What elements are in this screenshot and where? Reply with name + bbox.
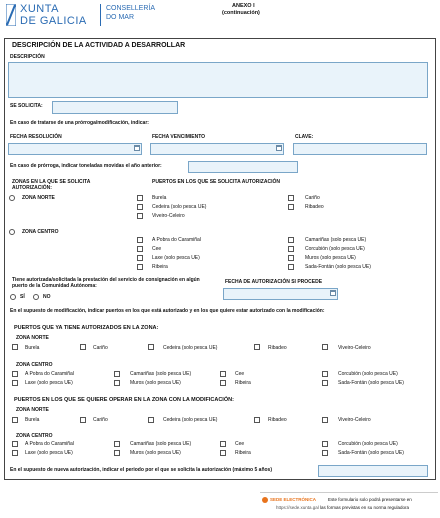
port-label: Cee	[235, 441, 245, 447]
fecha-vencimiento-label: FECHA VENCIMIENTO	[152, 134, 206, 140]
checkbox[interactable]	[288, 237, 294, 243]
checkbox[interactable]	[148, 417, 154, 423]
port-label: Cee	[235, 371, 245, 377]
port-label: Viveiro-Celeiro	[338, 417, 371, 423]
zona-norte-radio[interactable]	[9, 195, 15, 201]
fecha-autorizacion-label: FECHA DE AUTORIZACIÓN SI PROCEDE	[225, 279, 323, 285]
checkbox[interactable]	[12, 450, 18, 456]
checkbox[interactable]	[220, 441, 226, 447]
port-label: Ribeira	[235, 380, 251, 386]
port-label: Sada-Fontán (solo pesca UE)	[338, 380, 404, 386]
checkbox[interactable]	[12, 417, 18, 423]
port-label: Camariñas (solo pesca UE)	[130, 441, 192, 447]
checkbox[interactable]	[288, 246, 294, 252]
quiere-operar-header: PUERTOS EN LOS QUE SE QUIERE OPERAR EN LA ZONA CON LA MODIFICACIÓN:	[14, 397, 234, 403]
port-label: Cedeira (solo pesca UE)	[152, 204, 207, 210]
si-radio[interactable]	[10, 294, 16, 300]
checkbox[interactable]	[137, 213, 143, 219]
port-label: Cariño	[93, 417, 108, 423]
port-label: A Pobra do Caramiñal	[152, 237, 201, 243]
checkbox[interactable]	[322, 380, 328, 386]
zona-norte-label: ZONA NORTE	[22, 195, 55, 201]
puertos-header: PUERTOS EN LOS QUE SE SOLICITA AUTORIZACIÓN	[152, 179, 280, 185]
port-label: Cedeira (solo pesca UE)	[163, 417, 218, 423]
checkbox[interactable]	[137, 195, 143, 201]
port-label: Camariñas (solo pesca UE)	[305, 237, 367, 243]
checkbox[interactable]	[12, 441, 18, 447]
port-label: A Pobra do Caramiñal	[25, 371, 74, 377]
fecha-resolucion-input[interactable]	[8, 143, 142, 155]
checkbox[interactable]	[114, 450, 120, 456]
section-title: DESCRIPCIÓN DE LA ACTIVIDAD A DESARROLLAR	[12, 42, 186, 49]
port-label: Muros (solo pesca UE)	[130, 380, 181, 386]
checkbox[interactable]	[137, 237, 143, 243]
port-label: Sada-Fontán (solo pesca UE)	[338, 450, 404, 456]
description-textarea[interactable]	[8, 62, 428, 98]
prorroga-label: En caso de tratarse de una prórroga/modificación, indicar:	[10, 120, 149, 126]
zona-norte-subheader: ZONA NORTE	[16, 335, 49, 341]
footer-text2: las formas previstas en su norma reguladora	[320, 505, 410, 510]
annex-title: ANEXO I	[232, 3, 255, 9]
dept-line1: CONSELLERÍA	[106, 5, 156, 12]
port-label: Corcubión (solo pesca UE)	[338, 441, 398, 447]
port-label: Viveiro-Celeiro	[338, 345, 371, 351]
fecha-autorizacion-input[interactable]	[223, 288, 338, 300]
clave-input[interactable]	[293, 143, 427, 155]
port-label: A Pobra do Caramiñal	[25, 441, 74, 447]
xunta-logo	[6, 3, 102, 27]
checkbox[interactable]	[12, 344, 18, 350]
port-label: Cariño	[93, 345, 108, 351]
description-label: DESCRIPCIÓN	[10, 54, 45, 60]
zona-centro-radio[interactable]	[9, 229, 15, 235]
checkbox[interactable]	[288, 264, 294, 270]
port-label: Sada-Fontán (solo pesca UE)	[305, 264, 371, 270]
port-label: Ribeira	[152, 264, 168, 270]
footer-divider	[260, 492, 438, 493]
toneladas-label: En caso de prórroga, indicar toneladas movidas el año anterior:	[10, 163, 162, 169]
checkbox[interactable]	[220, 380, 226, 386]
tiene-label: Tiene autorizada/solicitada la prestación del servicio de consignación en algún puerto de la Comunidad Autónoma:	[12, 277, 200, 289]
checkbox[interactable]	[137, 264, 143, 270]
calendar-icon[interactable]	[276, 145, 282, 151]
checkbox[interactable]	[148, 344, 154, 350]
logo-line1: XUNTA	[20, 3, 59, 15]
logo-line2: DE GALICIA	[20, 15, 87, 27]
footer-url[interactable]: https://sede.xunta.gal	[276, 505, 319, 510]
se-solicita-input[interactable]	[52, 101, 178, 114]
checkbox[interactable]	[114, 380, 120, 386]
checkbox[interactable]	[137, 204, 143, 210]
port-label: Ribadeo	[268, 417, 287, 423]
port-label: Camariñas (solo pesca UE)	[130, 371, 192, 377]
zona-centro-label: ZONA CENTRO	[22, 229, 59, 235]
port-label: Muros (solo pesca UE)	[305, 255, 356, 261]
checkbox[interactable]	[137, 246, 143, 252]
port-label: Burela	[25, 345, 40, 351]
checkbox[interactable]	[12, 380, 18, 386]
clave-label: CLAVE:	[295, 134, 314, 140]
port-label: Cariño	[305, 195, 320, 201]
ya-tiene-header: PUERTOS QUE YA TIENE AUTORIZADOS EN LA ZONA:	[14, 325, 159, 331]
checkbox[interactable]	[220, 371, 226, 377]
checkbox[interactable]	[322, 371, 328, 377]
port-label: Ribeira	[235, 450, 251, 456]
port-label: Cedeira (solo pesca UE)	[163, 345, 218, 351]
no-label: NO	[43, 294, 51, 300]
port-label: Cee	[152, 246, 162, 252]
checkbox[interactable]	[80, 344, 86, 350]
zonas-header: ZONAS EN LA QUE SE SOLICITA AUTORIZACIÓN:	[12, 179, 91, 191]
checkbox[interactable]	[80, 417, 86, 423]
port-label: Viveiro-Celeiro	[152, 213, 185, 219]
checkbox[interactable]	[288, 204, 294, 210]
flag-icon	[6, 4, 16, 26]
port-label: Burela	[152, 195, 167, 201]
checkbox[interactable]	[254, 417, 260, 423]
port-label: Burela	[25, 417, 40, 423]
nueva-label: En el supuesto de nueva autorización, indicar el periodo por el que se solicita la autorización (máximo 5 años)	[10, 467, 273, 473]
modificacion-label: En el supuesto de modificación, indicar puertos en los que está autorizado y en los que quiere estar autorizado con la modificación:	[10, 308, 325, 314]
fecha-resolucion-label: FECHA RESOLUCIÓN	[10, 134, 62, 140]
zona-centro-subheader: ZONA CENTRO	[16, 433, 53, 439]
fecha-vencimiento-input[interactable]	[150, 143, 284, 155]
periodo-input[interactable]	[318, 465, 428, 477]
annex-subtitle: (continuación)	[222, 10, 260, 16]
checkbox[interactable]	[114, 371, 120, 377]
checkbox[interactable]	[137, 255, 143, 261]
checkbox[interactable]	[322, 450, 328, 456]
port-label: Laxe (solo pesca UE)	[25, 380, 73, 386]
checkbox[interactable]	[322, 441, 328, 447]
port-label: Laxe (solo pesca UE)	[152, 255, 200, 261]
port-label: Ribadeo	[268, 345, 287, 351]
dept-line2: DO MAR	[106, 14, 134, 21]
logo-divider	[100, 4, 101, 26]
checkbox[interactable]	[114, 441, 120, 447]
checkbox[interactable]	[288, 195, 294, 201]
sede-label: SEDE ELECTRÓNICA	[270, 497, 317, 502]
sede-icon	[262, 497, 268, 503]
toneladas-input[interactable]	[188, 161, 298, 173]
zona-centro-subheader: ZONA CENTRO	[16, 362, 53, 368]
zona-norte-subheader: ZONA NORTE	[16, 407, 49, 413]
no-radio[interactable]	[33, 294, 39, 300]
port-label: Laxe (solo pesca UE)	[25, 450, 73, 456]
checkbox[interactable]	[322, 344, 328, 350]
port-label: Corcubión (solo pesca UE)	[338, 371, 398, 377]
checkbox[interactable]	[254, 344, 260, 350]
calendar-icon[interactable]	[330, 290, 336, 296]
calendar-icon[interactable]	[134, 145, 140, 151]
checkbox[interactable]	[12, 371, 18, 377]
port-label: Corcubión (solo pesca UE)	[305, 246, 365, 252]
checkbox[interactable]	[322, 417, 328, 423]
checkbox[interactable]	[220, 450, 226, 456]
footer-text1: Este formulario solo podrá presentarse en	[328, 497, 412, 502]
port-label: Ribadeo	[305, 204, 324, 210]
port-label: Muros (solo pesca UE)	[130, 450, 181, 456]
se-solicita-label: SE SOLICITA:	[10, 103, 43, 109]
si-label: SÍ	[20, 294, 25, 300]
checkbox[interactable]	[288, 255, 294, 261]
